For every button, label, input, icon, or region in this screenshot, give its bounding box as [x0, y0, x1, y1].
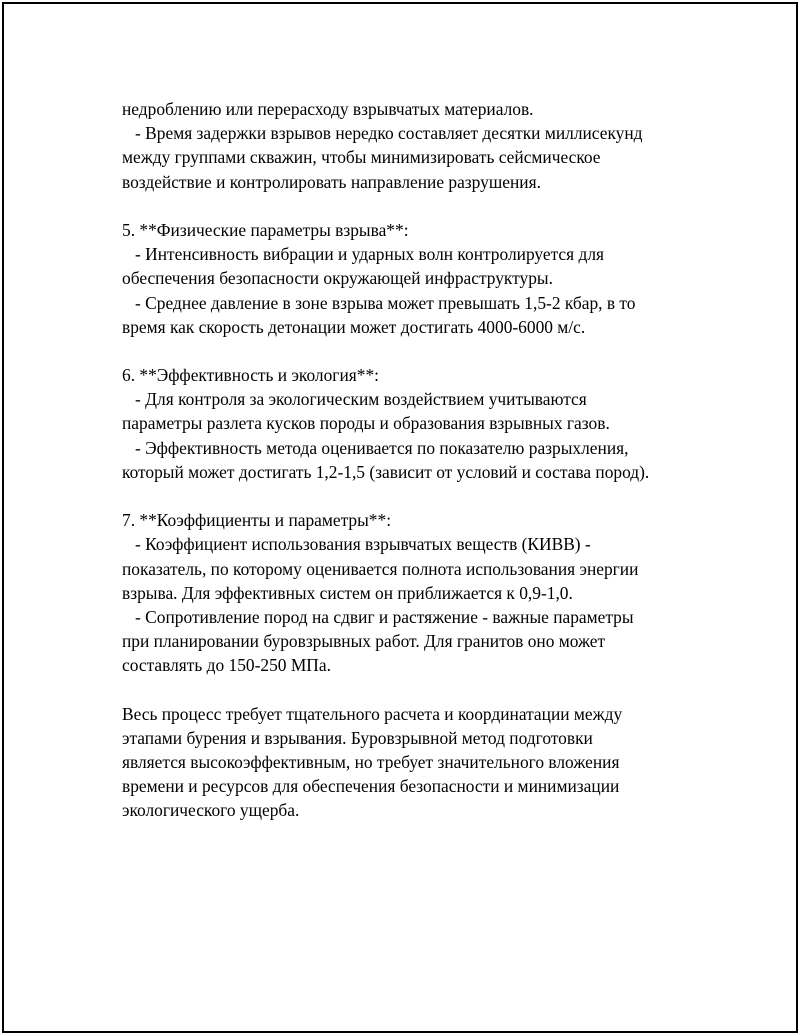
text-line: составлять до 150-250 МПа. — [122, 655, 331, 676]
paragraph-blast-delay — [122, 97, 712, 194]
text-line: взрыва. Для эффективных систем он приближается к 0,9-1,0. — [122, 582, 573, 603]
document-body — [122, 97, 712, 823]
paragraph-physical-parameters — [122, 218, 712, 339]
text-line: - Среднее давление в зоне взрыва может превышать 1,5-2 кбар, в то — [122, 292, 636, 313]
section-heading: 6. **Эффективность и экология**: — [122, 365, 379, 386]
text-line: - Для контроля за экологическим воздействием учитываются — [122, 389, 587, 410]
paragraph-spacer — [122, 678, 712, 702]
text-line: - Интенсивность вибрации и ударных волн контролируется для — [122, 244, 605, 265]
text-line: - Коэффициент использования взрывчатых веществ (КИВВ) - — [122, 534, 591, 555]
section-heading: 5. **Физические параметры взрыва**: — [122, 219, 409, 240]
section-heading: 7. **Коэффициенты и параметры**: — [122, 510, 392, 531]
text-line: который может достигать 1,2-1,5 (зависит от условий и состава пород). — [122, 461, 650, 482]
paragraph-spacer — [122, 339, 712, 363]
text-line: недроблению или перерасходу взрывчатых материалов. — [122, 99, 534, 119]
text-line: - Сопротивление пород на сдвиг и растяжение - важные параметры — [122, 606, 634, 627]
text-line: при планировании буровзрывных работ. Для гранитов оно может — [122, 631, 606, 652]
text-line: экологического ущерба. — [122, 800, 300, 821]
text-line: обеспечения безопасности окружающей инфраструктуры. — [122, 268, 553, 289]
text-line: воздействие и контролировать направление разрушения. — [122, 171, 541, 192]
text-line: - Эффективность метода оценивается по показателю разрыхления, — [122, 437, 629, 458]
text-line: показатель, по которому оценивается полнота использования энергии — [122, 558, 639, 579]
text-line: параметры разлета кусков породы и образования взрывных газов. — [122, 413, 610, 434]
text-line: Весь процесс требует тщательного расчета и координатации между — [122, 703, 623, 724]
paragraph-conclusion — [122, 702, 712, 823]
text-line: между группами скважин, чтобы минимизировать сейсмическое — [122, 147, 601, 168]
text-line: этапами бурения и взрывания. Буровзрывной метод подготовки — [122, 727, 593, 748]
text-line: - Время задержки взрывов нередко составляет десятки миллисекунд — [122, 123, 643, 144]
paragraph-spacer — [122, 484, 712, 508]
text-line: является высокоэффективным, но требует значительного вложения — [122, 752, 620, 773]
page-frame — [2, 2, 798, 1033]
paragraph-coefficients — [122, 508, 712, 677]
paragraph-efficiency-ecology — [122, 363, 712, 484]
paragraph-spacer — [122, 194, 712, 218]
text-line: время как скорость детонации может достигать 4000-6000 м/с. — [122, 316, 586, 337]
text-line: времени и ресурсов для обеспечения безопасности и минимизации — [122, 776, 620, 797]
